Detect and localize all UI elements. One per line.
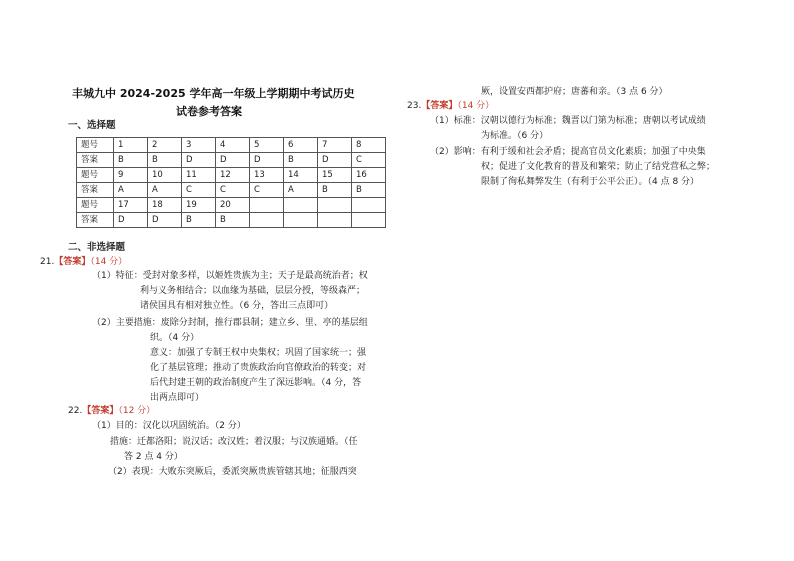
answer-table-cell: B <box>216 213 250 228</box>
answer-table-cell: C <box>352 153 386 168</box>
answer-table-cell: D <box>148 213 182 228</box>
answer-table-cell: 14 <box>284 168 318 183</box>
answer-table-cell: 10 <box>148 168 182 183</box>
answer-table-cell <box>352 198 386 213</box>
answer-table-row <box>77 213 386 228</box>
section-nonchoice-heading: 二、非选择题 <box>68 242 126 253</box>
answer-table-cell: 17 <box>114 198 148 213</box>
answer-table-cell: 20 <box>216 198 250 213</box>
q21-line: 出两点即可） <box>150 393 205 403</box>
answer-table-row <box>77 198 386 213</box>
answer-table-row-header: 题号 <box>77 138 114 153</box>
q23-answer-tag: 【答案】 <box>421 101 458 111</box>
q23-header <box>407 100 494 114</box>
answer-table-row <box>77 153 386 168</box>
q21-line: 化了基层管理；推动了贵族政治向官僚政治的转变；对 <box>150 363 367 373</box>
answer-table-cell: 16 <box>352 168 386 183</box>
q21-answer-tag: 【答案】 <box>54 257 91 267</box>
answer-table-cell: C <box>216 183 250 198</box>
answer-table-cell: C <box>182 183 216 198</box>
answer-table-row <box>77 183 386 198</box>
answer-table-row-header: 题号 <box>77 168 114 183</box>
q23-line: 为标准。（6 分） <box>481 131 549 141</box>
q22-line: （2）表现：大败东突厥后，委派突厥贵族管辖其地；征服西突 <box>108 467 357 477</box>
answer-table-cell: D <box>182 153 216 168</box>
answer-table-row <box>77 138 386 153</box>
page-subtitle: 试卷参考答案 <box>176 105 242 118</box>
answer-table-cell: B <box>284 153 318 168</box>
q21-score: （14 分） <box>90 257 128 267</box>
answer-table-cell: A <box>284 183 318 198</box>
page-title: 丰城九中 2024-2025 学年高一年级上学期期中考试历史 <box>72 87 355 100</box>
q21-line: 诸侯国具有相对独立性。（6 分，答出三点即可） <box>140 301 334 311</box>
answer-table-cell: D <box>318 153 352 168</box>
answer-table-cell: 13 <box>250 168 284 183</box>
q21-line: 利与义务相结合；以血缘为基础，层层分授，等级森严； <box>140 286 366 296</box>
q23-score: （14 分） <box>457 101 495 111</box>
q21-line: （2）主要措施：废除分封制，推行郡县制；建立乡、里、亭的基层组 <box>92 318 368 328</box>
q22-line: （1）目的：汉化以巩固统治。（2 分） <box>92 421 246 431</box>
answer-table-cell: A <box>114 183 148 198</box>
answer-table-cell: 1 <box>114 138 148 153</box>
answer-table-row-header: 答案 <box>77 153 114 168</box>
answer-table-cell: 5 <box>250 138 284 153</box>
q22-continuation: 厥，设置安西都护府；唐蕃和亲。（3 点 6 分） <box>481 87 668 97</box>
q21-line: 织。（4 分） <box>150 333 200 343</box>
answer-table-cell: 19 <box>182 198 216 213</box>
answer-table-cell <box>250 198 284 213</box>
answer-table-row-header: 题号 <box>77 198 114 213</box>
answer-table-cell <box>318 198 352 213</box>
answer-table-cell: C <box>250 183 284 198</box>
answer-table-cell <box>284 213 318 228</box>
q22-score: （12 分） <box>118 406 156 416</box>
answer-table-row <box>77 168 386 183</box>
answer-table-row-header: 答案 <box>77 213 114 228</box>
answer-table-cell: B <box>318 183 352 198</box>
answer-table <box>76 137 386 228</box>
answer-table-cell: 12 <box>216 168 250 183</box>
answer-table-cell: B <box>182 213 216 228</box>
q21-line: 后代封建王朝的政治制度产生了深远影响。（4 分，答 <box>150 378 362 388</box>
q21-line: （1）特征：受封对象多样，以姬姓贵族为主；天子是最高统治者；权 <box>92 271 368 281</box>
answer-table-cell: A <box>148 183 182 198</box>
answer-table-cell <box>250 213 284 228</box>
answer-table-cell: 4 <box>216 138 250 153</box>
q22-line: 答 2 点 4 分） <box>124 452 183 462</box>
answer-table-cell: 11 <box>182 168 216 183</box>
answer-table-cell: 9 <box>114 168 148 183</box>
answer-table-cell: 8 <box>352 138 386 153</box>
q22-answer-tag: 【答案】 <box>82 406 119 416</box>
section-choice-heading: 一、选择题 <box>68 120 116 131</box>
q21-number: 21. <box>40 257 55 267</box>
q23-line: （1）标准：汉朝以德行为标准；魏晋以门第为标准；唐朝以考试成绩 <box>430 116 706 126</box>
answer-table-cell: B <box>352 183 386 198</box>
answer-table-cell: 15 <box>318 168 352 183</box>
answer-table-cell: D <box>250 153 284 168</box>
answer-table-cell: D <box>114 213 148 228</box>
q21-header <box>40 256 127 270</box>
q23-line: 权；促进了文化教育的普及和繁荣；防止了结党营私之弊； <box>481 162 716 172</box>
answer-table-cell: 2 <box>148 138 182 153</box>
q23-line: 限制了徇私舞弊发生（有利于公平公正）。（4 点 8 分） <box>481 177 700 187</box>
answer-table-cell: 6 <box>284 138 318 153</box>
answer-table-cell <box>284 198 318 213</box>
answer-table-cell: B <box>148 153 182 168</box>
answer-table-cell <box>318 213 352 228</box>
answer-table-cell: 3 <box>182 138 216 153</box>
answer-table-cell: D <box>216 153 250 168</box>
q23-number: 23. <box>407 101 422 111</box>
answer-table-cell: 18 <box>148 198 182 213</box>
answer-table-cell: 7 <box>318 138 352 153</box>
q21-line: 意义：加强了专制王权中央集权；巩固了国家统一；强 <box>150 348 367 358</box>
answer-table-cell: B <box>114 153 148 168</box>
q22-line: 措施：迁都洛阳；说汉话；改汉姓；着汉服；与汉族通婚。（任 <box>110 437 358 447</box>
answer-table-cell <box>352 213 386 228</box>
q23-line: （2）影响：有利于缓和社会矛盾；提高官员文化素质；加强了中央集 <box>430 147 706 157</box>
answer-table-row-header: 答案 <box>77 183 114 198</box>
q22-number: 22. <box>68 406 83 416</box>
q22-header <box>68 405 155 419</box>
